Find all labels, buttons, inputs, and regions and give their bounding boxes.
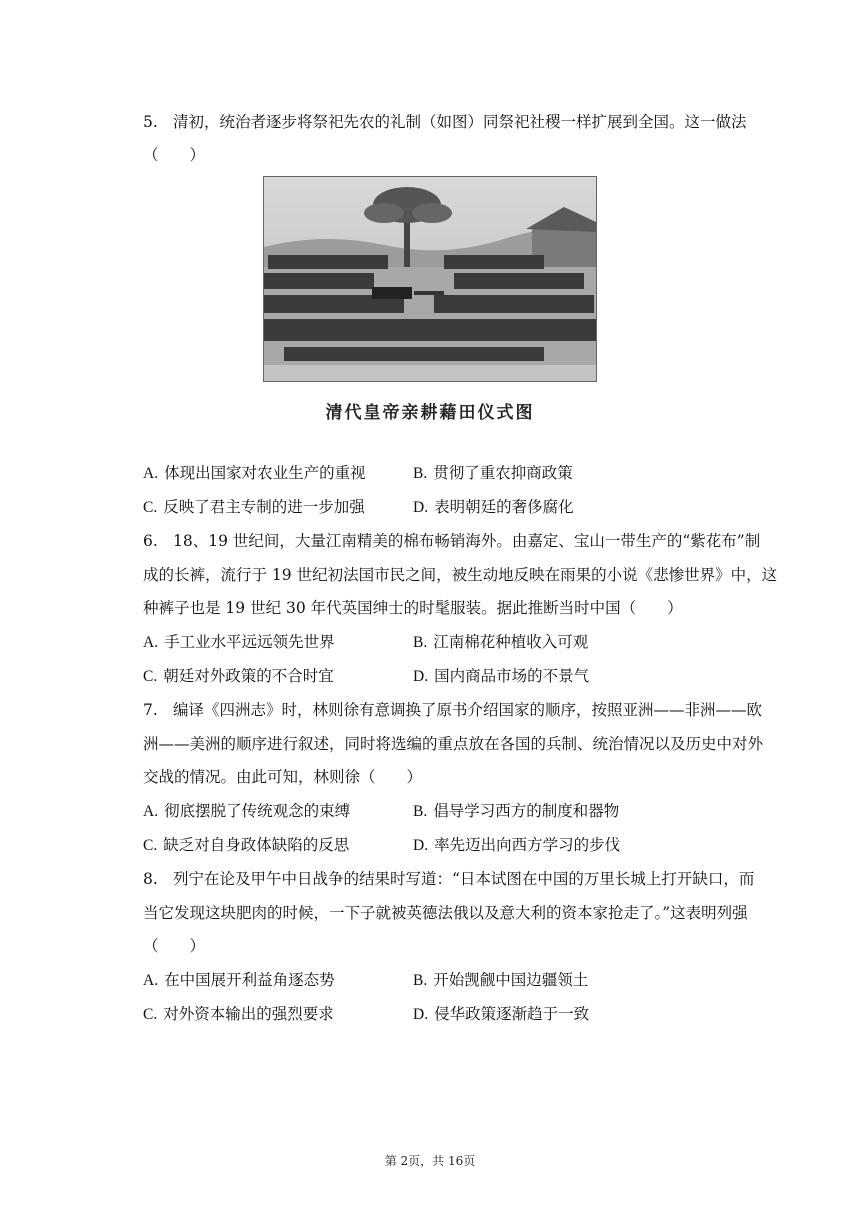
q6-option-d[interactable]: D. 国内商品市场的不景气 bbox=[413, 667, 590, 685]
q7-stem-line1 bbox=[143, 700, 762, 720]
q8-option-c[interactable]: C. 对外资本输出的强烈要求 bbox=[143, 1005, 334, 1023]
ceremony-engraving-illustration bbox=[264, 177, 596, 381]
q7-text-1: 编译《四洲志》时，林则徐有意调换了原书介绍国家的顺序，按照亚洲——非洲——欧 bbox=[173, 701, 763, 719]
q6-stem-line3: 种裤子也是 19 世纪 30 年代英国绅士的时髦服装。据此推断当时中国（ ） bbox=[143, 599, 683, 617]
q8-stem-line3: （ ） bbox=[143, 937, 206, 955]
q5-stem-line2: （ ） bbox=[143, 146, 206, 164]
q8-stem-line2: 当它发现这块肥肉的时候，一下子就被英德法俄以及意大利的资本家抢走了。”这表明列强 bbox=[143, 904, 748, 922]
q7-option-b[interactable]: B. 倡导学习西方的制度和器物 bbox=[413, 802, 620, 820]
q7-number: 7. bbox=[143, 701, 158, 719]
q5-option-b[interactable]: B. 贯彻了重农抑商政策 bbox=[413, 464, 573, 482]
q6-option-c[interactable]: C. 朝廷对外政策的不合时宜 bbox=[143, 667, 334, 685]
q5-option-d[interactable]: D. 表明朝廷的奢侈腐化 bbox=[413, 498, 574, 516]
q6-stem-line2: 成的长裤，流行于 19 世纪初法国市民之间，被生动地反映在雨果的小说《悲惨世界》中，这 bbox=[143, 566, 778, 584]
q8-stem-line1 bbox=[143, 869, 754, 889]
q8-text-1: 列宁在论及甲午中日战争的结果时写道：“日本试图在中国的万里长城上打开缺口，而 bbox=[173, 870, 755, 888]
q8-option-a[interactable]: A. 在中国展开利益角逐态势 bbox=[143, 971, 335, 989]
q7-stem-line2: 洲——美洲的顺序进行叙述，同时将选编的重点放在各国的兵制、统治情况以及历史中对外 bbox=[143, 735, 764, 753]
q7-option-c[interactable]: C. 缺乏对自身政体缺陷的反思 bbox=[143, 836, 350, 854]
q5-stem-line1 bbox=[143, 112, 747, 132]
q6-option-a[interactable]: A. 手工业水平远远领先世界 bbox=[143, 633, 335, 651]
q8-option-b[interactable]: B. 开始觊觎中国边疆领土 bbox=[413, 971, 589, 989]
q5-text-1: 清初，统治者逐步将祭祀先农的礼制（如图）同祭祀社稷一样扩展到全国。这一做法 bbox=[173, 113, 747, 131]
q5-number: 5. bbox=[143, 113, 158, 131]
q6-stem-line1 bbox=[143, 531, 760, 551]
q8-number: 8. bbox=[143, 870, 158, 888]
q7-stem-line3: 交战的情况。由此可知，林则徐（ ） bbox=[143, 768, 423, 786]
q6-text-1: 18、19 世纪间，大量江南精美的棉布畅销海外。由嘉定、宝山一带生产的“紫花布”制 bbox=[173, 532, 761, 550]
q7-option-a[interactable]: A. 彻底摆脱了传统观念的束缚 bbox=[143, 802, 351, 820]
page-footer: 第 2页，共 16页 bbox=[384, 1154, 476, 1168]
q5-figure-image bbox=[263, 176, 597, 382]
q8-option-d[interactable]: D. 侵华政策逐渐趋于一致 bbox=[413, 1005, 590, 1023]
q6-option-b[interactable]: B. 江南棉花种植收入可观 bbox=[413, 633, 589, 651]
q5-option-a[interactable]: A. 体现出国家对农业生产的重视 bbox=[143, 464, 366, 482]
q7-option-d[interactable]: D. 率先迈出向西方学习的步伐 bbox=[413, 836, 621, 854]
q6-number: 6. bbox=[143, 532, 158, 550]
q5-figure-caption: 清代皇帝亲耕藉田仪式图 bbox=[325, 403, 535, 423]
q5-option-c[interactable]: C. 反映了君主专制的进一步加强 bbox=[143, 498, 365, 516]
